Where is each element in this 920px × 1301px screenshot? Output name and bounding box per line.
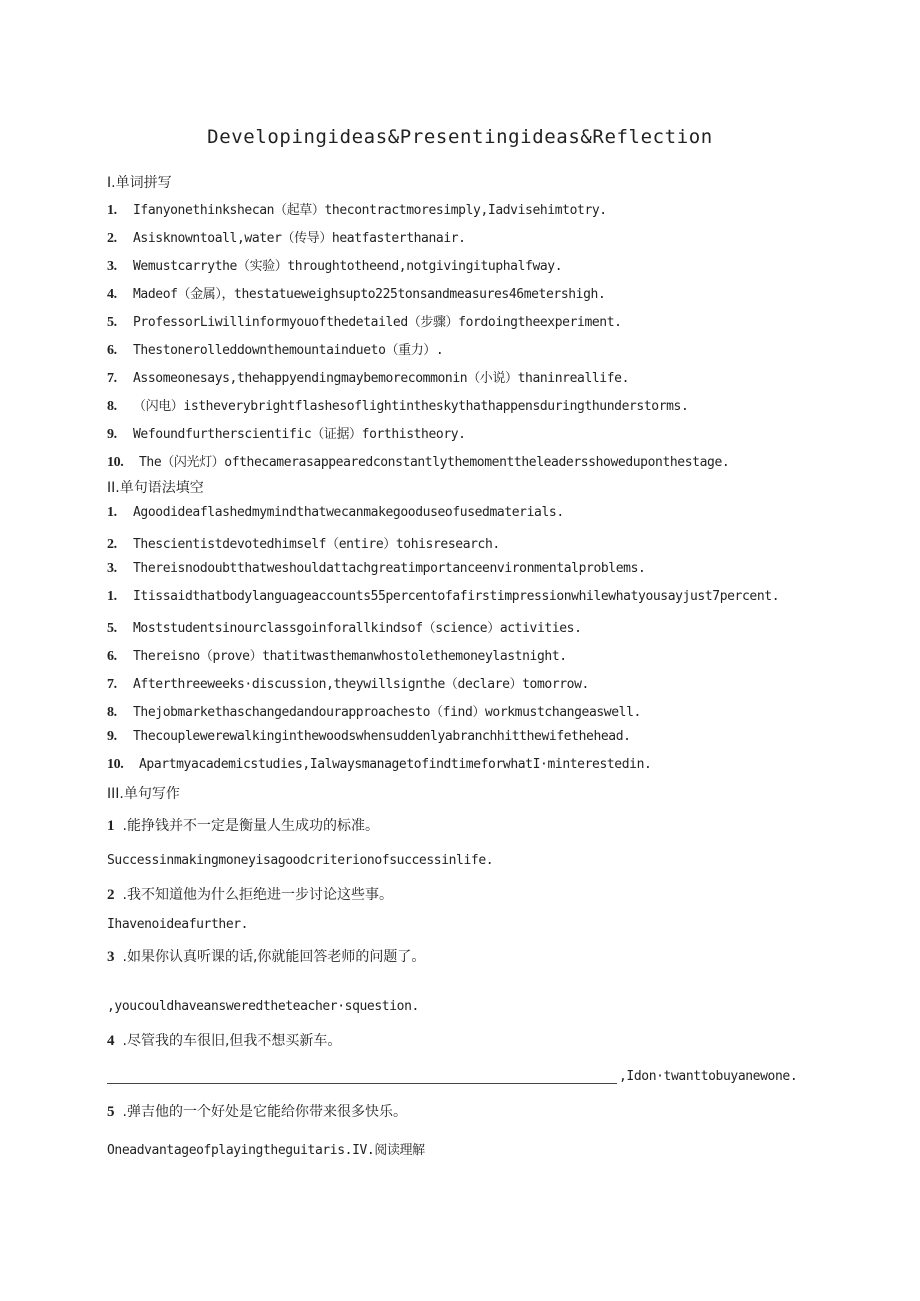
writing-prompt: 4 .尽管我的车很旧,但我不想买新车。 [107,1033,342,1049]
list-item: 9. Wefoundfurtherscientific（证据）forthistheory. [107,427,466,442]
list-item: 2. Thescientistdevotedhimself（entire）tohisresearch. [107,537,500,552]
writing-prompt: 2 .我不知道他为什么拒绝进一步讨论这些事。 [107,887,393,903]
list-item: 8. Thejobmarkethaschangedandourapproachesto（find）workmustchangeaswell. [107,705,641,720]
list-item: 3. Wemustcarrythe（实验）throughtotheend,notgivingituphalfway. [107,259,563,274]
writing-answer: Successinmakingmoneyisagoodcriterionofsuccessinlife. [107,853,494,868]
list-item: 6. Thestonerolleddownthemountaindueto（重力）. [107,343,444,358]
list-item: 7. Afterthreeweeks·discussion,theywillsignthe（declare）tomorrow. [107,677,589,692]
section-heading: III.单句写作 [107,786,180,802]
list-item: 6. Thereisno（prove）thatitwasthemanwhostolethemoneylastnight. [107,649,567,664]
answer-blank[interactable] [107,1082,617,1084]
list-item: 7. Assomeonesays,thehappyendingmaybemorecommonin（小说）thaninreallife. [107,371,630,386]
list-item: 10. The（闪光灯）ofthecamerasappearedconstantlythemomenttheleadersshoweduponthestage. [107,455,730,470]
list-item: 10. Apartmyacademicstudies,IalwaysmanagetofindtimeforwhatI·minterestedin. [107,757,652,772]
list-item: 5. Moststudentsinourclassgoinforallkindsof（science）activities. [107,621,582,636]
list-item: 5. ProfessorLiwillinformyouofthedetailed（步骤）fordoingtheexperiment. [107,315,622,330]
list-item: 1. Ifanyonethinkshecan（起草）thecontractmoresimply,Iadvisehimtotry. [107,203,607,218]
writing-prompt: 3 .如果你认真听课的话,你就能回答老师的问题了。 [107,949,426,965]
writing-answer: Ihavenoideafurther. [107,917,249,932]
writing-answer: Oneadvantageofplayingtheguitaris.IV.阅读理解 [107,1143,425,1158]
writing-answer: ,Idon·twanttobuyanewone. [619,1069,798,1084]
list-item: 9. Thecouplewerewalkinginthewoodswhensuddenlyabranchhitthewifethehead. [107,729,631,744]
writing-answer: ,youcouldhaveansweredtheteacher·squestion. [107,999,419,1014]
list-item: 1. Itissaidthatbodylanguageaccounts55percentofafirstimpressionwhilewhatyousayjust7percent. [107,589,780,604]
list-item: 1. Agoodideaflashedmymindthatwecanmakegooduseofusedmaterials. [107,505,564,520]
section-heading: II.单句语法填空 [107,480,204,496]
section-heading: I.单词拼写 [107,175,172,191]
writing-prompt: 1 .能挣钱并不一定是衡量人生成功的标准。 [107,818,379,834]
page-title: Developingideas&Presentingideas&Reflection [207,126,713,148]
list-item: 3. Thereisnodoubtthatweshouldattachgreatimportanceenvironmentalproblems. [107,561,646,576]
list-item: 8. （闪电）istheverybrightflashesoflightintheskythathappensduringthunderstorms. [107,399,689,414]
list-item: 2. Asisknowntoall,water（传导）heatfasterthanair. [107,231,466,246]
writing-prompt: 5 .弹吉他的一个好处是它能给你带来很多快乐。 [107,1104,407,1120]
list-item: 4. Madeof（金属），thestatueweighsupto225tonsandmeasures46metershigh. [107,287,606,302]
